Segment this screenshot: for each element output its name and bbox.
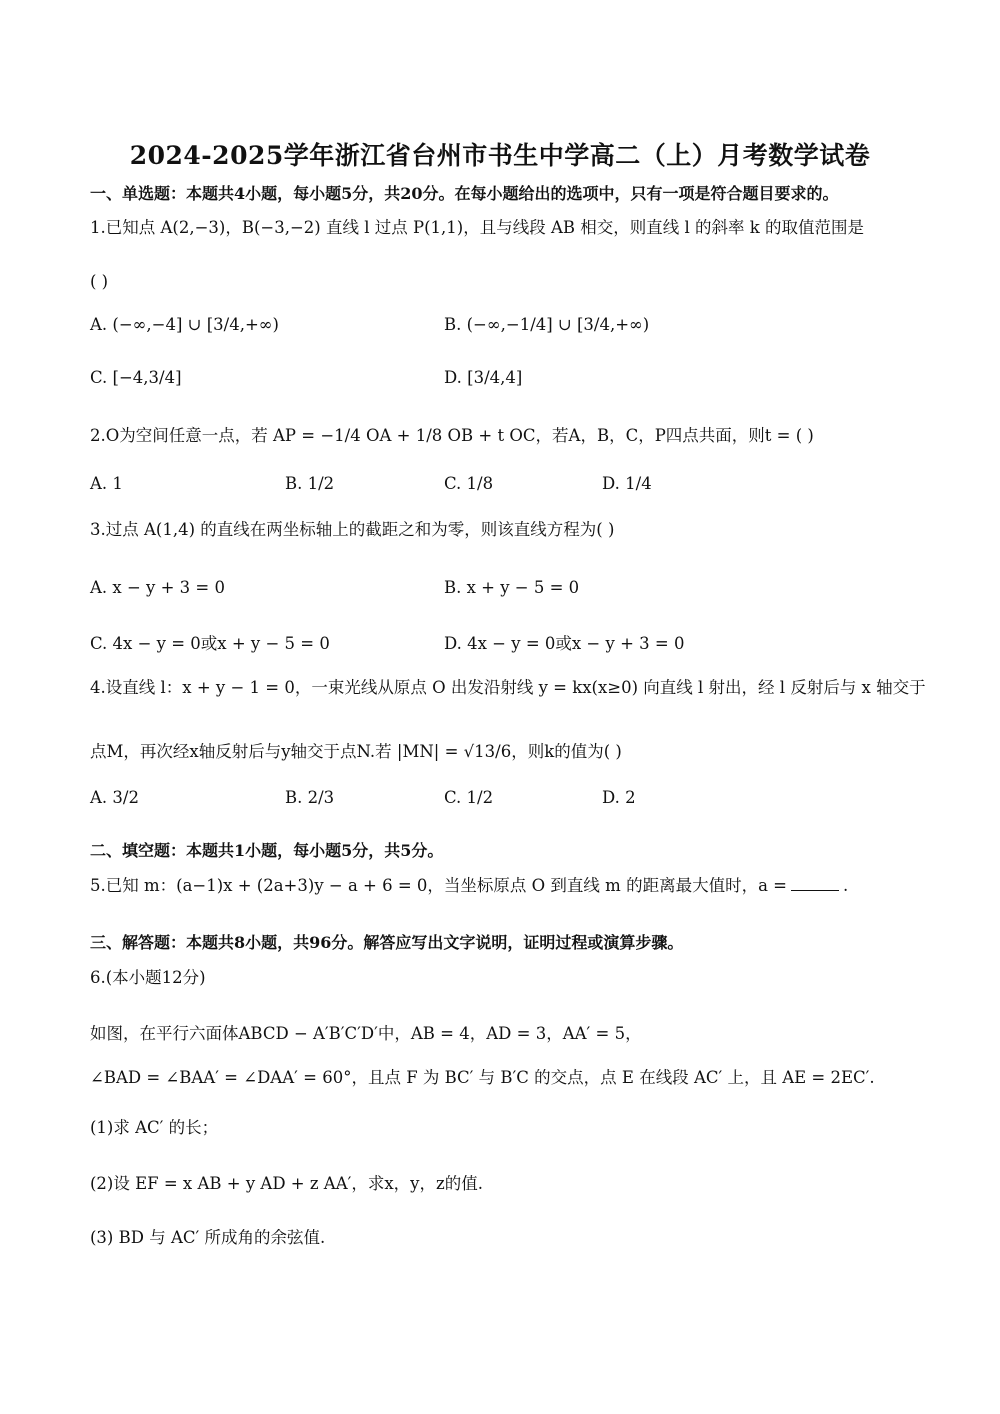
question-4-stem-line-1: 4.设直线 l：x + y − 1 = 0，一束光线从原点 O 出发沿射线 y = kx(x≥0) 向直线 l 射出，经 l 反射后与 x 轴交于	[90, 678, 926, 697]
question-2-option-c: C. 1/8	[444, 474, 494, 493]
question-4-option-a: A. 3/2	[90, 788, 139, 807]
question-4-stem-line-2: 点M，再次经x轴反射后与y轴交于点N.若 |MN| = √13/6，则k的值为( )	[90, 742, 622, 761]
question-1-option-a: A. (−∞,−4] ∪ [3/4,+∞)	[90, 315, 279, 334]
question-5-end: .	[842, 876, 849, 895]
section-heading-solution: 三、解答题：本题共8小题，共96分。解答应写出文字说明，证明过程或演算步骤。	[90, 933, 684, 952]
question-6-part-3: (3) BD 与 AC′ 所成角的余弦值.	[90, 1228, 326, 1247]
question-3-option-b: B. x + y − 5 = 0	[444, 578, 580, 597]
question-5-stem: 5.已知 m：(a−1)x + (2a+3)y − a + 6 = 0，当坐标原点 O 到直线 m 的距离最大值时，a =	[90, 876, 787, 895]
question-6-part-2: (2)设 EF = x AB + y AD + z AA′，求x，y，z的值.	[90, 1174, 483, 1193]
question-6-heading: 6.(本小题12分)	[90, 968, 206, 987]
question-1-option-c: C. [−4,3/4]	[90, 368, 182, 387]
section-heading-fill-in: 二、填空题：本题共1小题，每小题5分，共5分。	[90, 841, 444, 860]
question-6-line-1: 如图，在平行六面体ABCD − A′B′C′D′中，AB = 4，AD = 3，AA′ = 5，	[90, 1024, 642, 1043]
question-3-stem: 3.过点 A(1,4) 的直线在两坐标轴上的截距之和为零，则该直线方程为( )	[90, 520, 615, 539]
question-1-option-d: D. [3/4,4]	[444, 368, 523, 387]
question-6-line-2: ∠BAD = ∠BAA′ = ∠DAA′ = 60°，且点 F 为 BC′ 与 B′C 的交点，点 E 在线段 AC′ 上，且 AE = 2EC′.	[90, 1068, 875, 1087]
question-1-stem: 1.已知点 A(2,−3)，B(−3,−2) 直线 l 过点 P(1,1)，且与线段 AB 相交，则直线 l 的斜率 k 的取值范围是	[90, 218, 864, 237]
question-6-part-1: (1)求 AC′ 的长；	[90, 1118, 219, 1137]
answer-blank[interactable]	[791, 890, 839, 891]
question-1-option-b: B. (−∞,−1/4] ∪ [3/4,+∞)	[444, 315, 650, 334]
question-5-row	[90, 872, 848, 896]
page-title: 2024-2025学年浙江省台州市书生中学高二（上）月考数学试卷	[129, 141, 871, 170]
question-3-option-a: A. x − y + 3 = 0	[90, 578, 225, 597]
question-2-option-b: B. 1/2	[285, 474, 335, 493]
question-3-option-c: C. 4x − y = 0或x + y − 5 = 0	[90, 634, 330, 653]
question-4-option-d: D. 2	[602, 788, 636, 807]
section-heading-single-choice: 一、单选题：本题共4小题，每小题5分，共20分。在每小题给出的选项中，只有一项是符合题目要求的。	[90, 184, 839, 203]
question-1-paren: ( )	[90, 272, 109, 291]
question-2-option-a: A. 1	[90, 474, 123, 493]
question-4-option-c: C. 1/2	[444, 788, 494, 807]
question-4-option-b: B. 2/3	[285, 788, 335, 807]
question-2-stem: 2.O为空间任意一点，若 AP = −1/4 OA + 1/8 OB + t OC，若A，B，C，P四点共面，则t = ( )	[90, 426, 814, 445]
question-3-option-d: D. 4x − y = 0或x − y + 3 = 0	[444, 634, 685, 653]
question-2-option-d: D. 1/4	[602, 474, 652, 493]
